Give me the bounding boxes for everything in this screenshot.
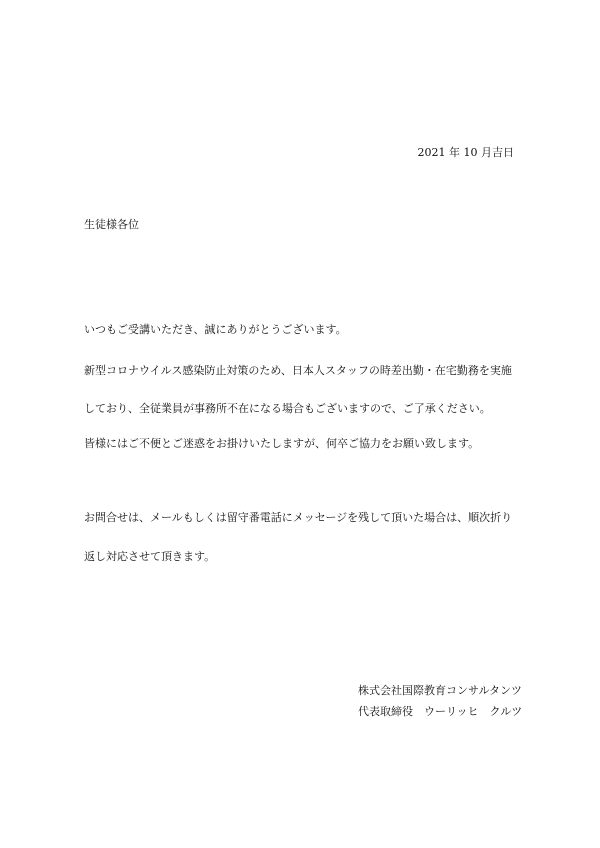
letter-salutation: 生徒様各位 [84,218,139,231]
paragraph-notice-line-1: 新型コロナウイルス感染防止対策のため、日本人スタッフの時差出勤・在宅勤務を実施 [84,364,512,377]
letter-date: 2021 年 10 月吉日 [417,146,514,159]
paragraph-greeting: いつもご受講いただき、誠にありがとうございます。 [84,323,347,336]
paragraph-notice-line-2: しており、全従業員が事務所不在になる場合もございますので、ご了承ください。 [84,402,491,415]
signature-person: 代表取締役 ウーリッヒ クルツ [358,705,523,718]
signature-company: 株式会社国際教育コンサルタンツ [358,684,523,697]
paragraph-apology: 皆様にはご不便とご迷惑をお掛けいたしますが、何卒ご協力をお願い致します。 [84,437,480,450]
paragraph-inquiry-line-2: 返し対応させて頂きます。 [84,550,216,563]
paragraph-inquiry-line-1: お問合せは、メールもしくは留守番電話にメッセージを残して頂いた場合は、順次折り [84,511,513,524]
